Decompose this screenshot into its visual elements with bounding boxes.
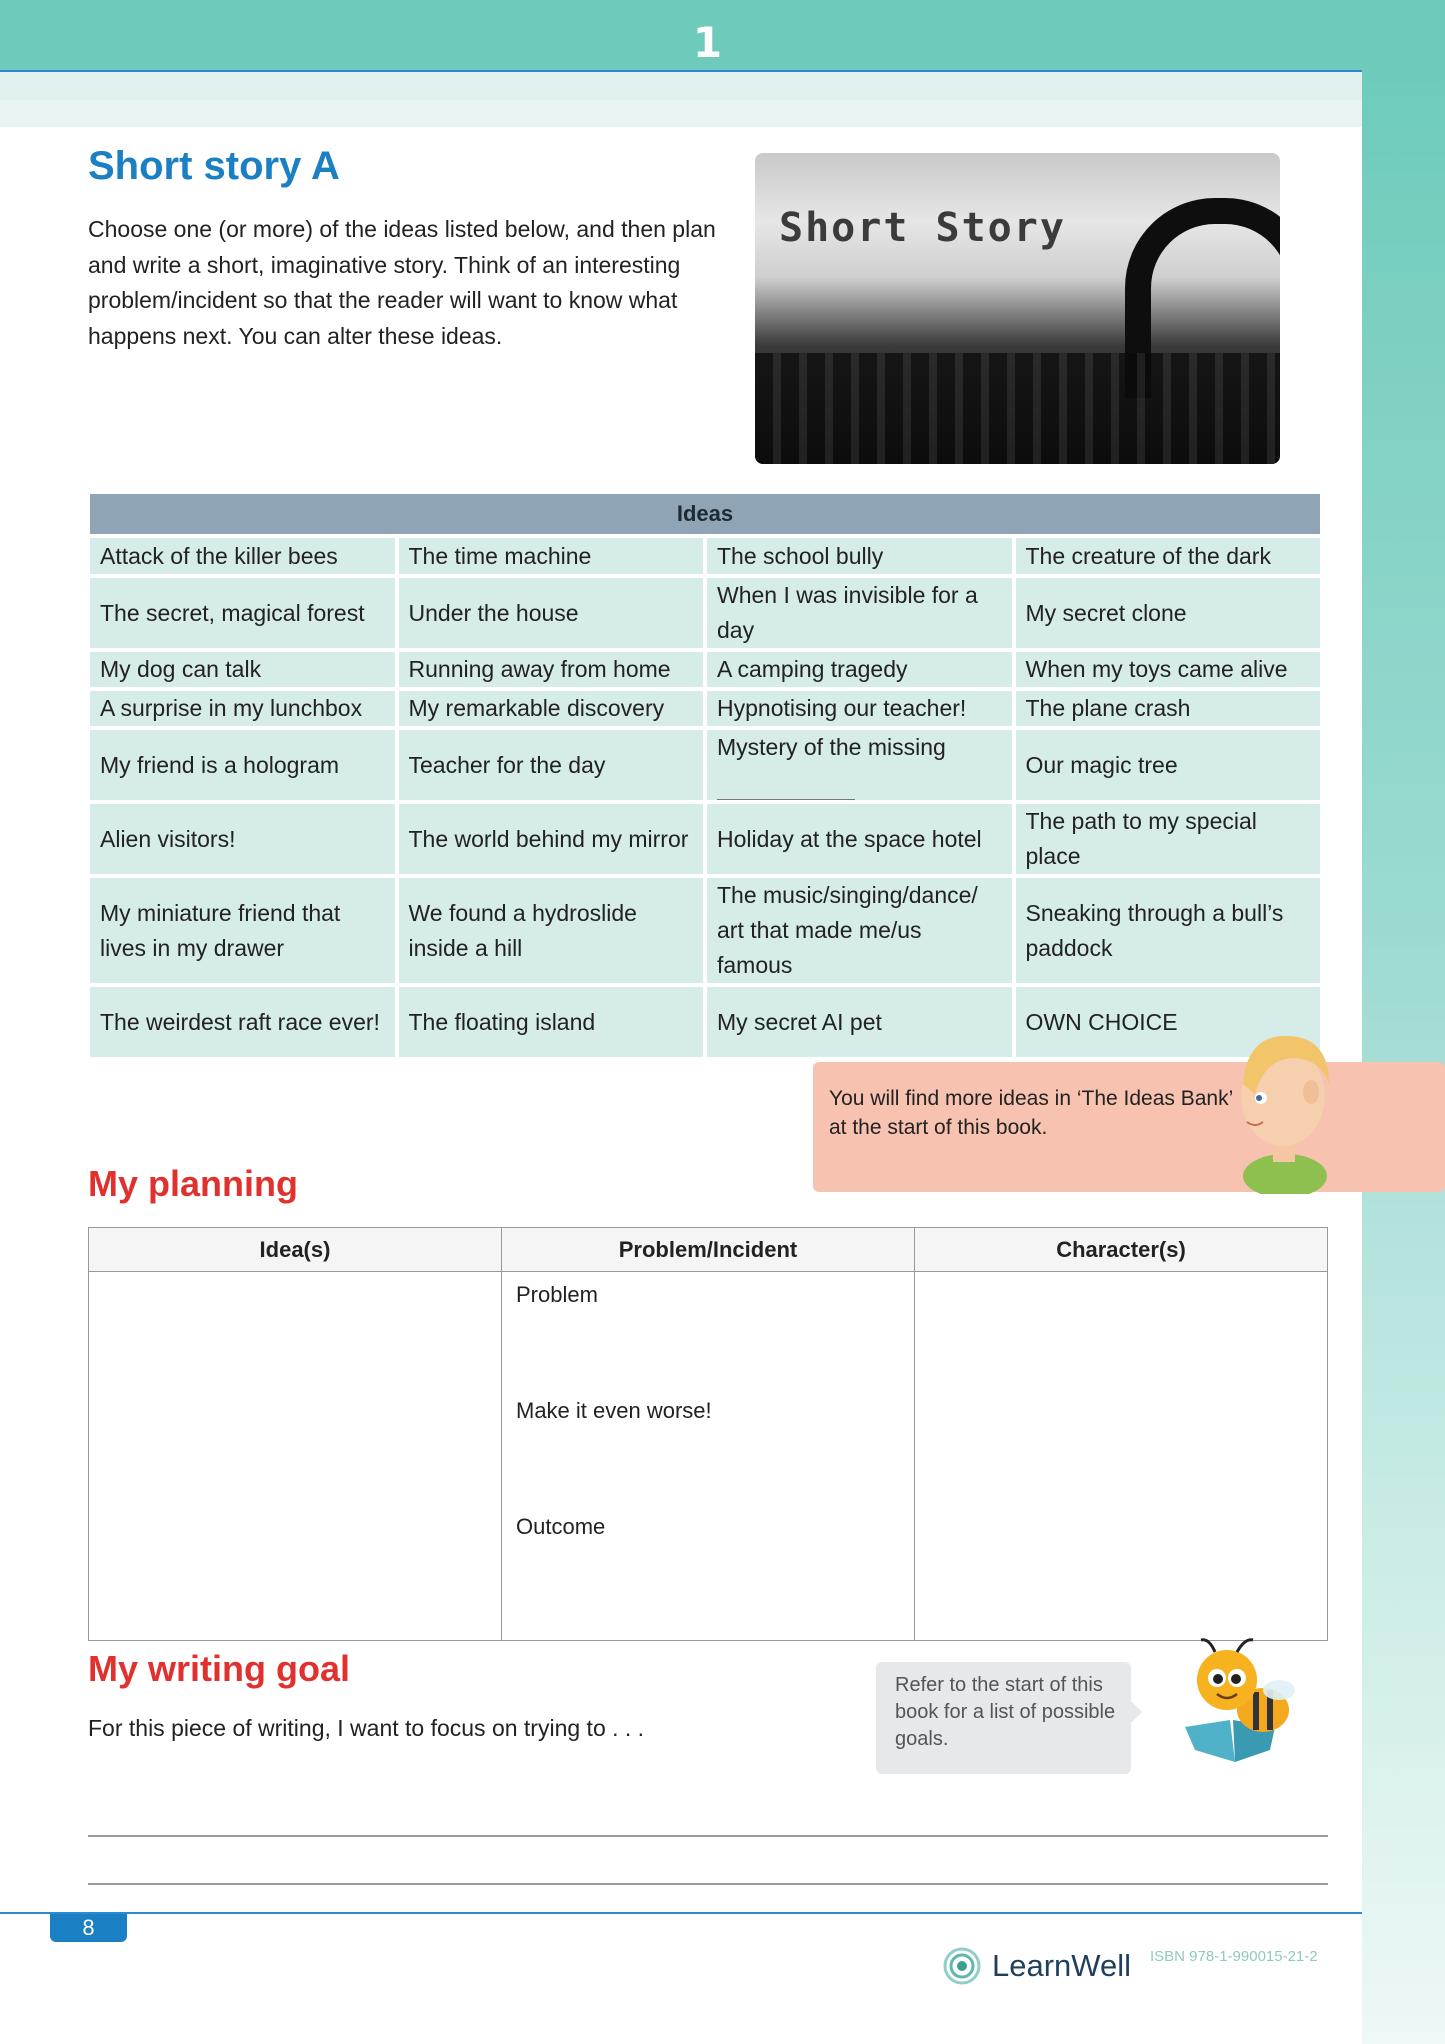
brand-logo <box>942 1944 1131 1988</box>
header-subband <box>0 72 1362 100</box>
idea-cell: When my toys came alive <box>1016 652 1321 687</box>
idea-cell: OWN CHOICE <box>1016 987 1321 1057</box>
bee-reading-icon <box>1175 1632 1305 1767</box>
idea-cell: Holiday at the space hotel <box>707 804 1012 874</box>
planning-table <box>88 1227 1328 1641</box>
column-header: Problem/Incident <box>502 1228 915 1272</box>
stage-label: Outcome <box>516 1514 606 1539</box>
goal-bubble-text: Refer to the start of this book for a list of possible goals. <box>895 1674 1116 1750</box>
goal-speech-bubble <box>876 1662 1131 1774</box>
idea-cell: Hypnotising our teacher! <box>707 691 1012 726</box>
page-title: Short story A <box>88 144 340 188</box>
header-subband-light <box>0 100 1362 127</box>
idea-cell: The weirdest raft race ever! <box>90 987 395 1057</box>
idea-cell: Teacher for the day <box>399 730 704 800</box>
typewriter-keys <box>755 353 1280 464</box>
goal-prompt: For this piece of writing, I want to focus on trying to . . . <box>88 1715 645 1741</box>
idea-cell: The school bully <box>707 538 1012 574</box>
right-margin-strip <box>1362 72 1445 2044</box>
idea-cell: The plane crash <box>1016 691 1321 726</box>
footer-rule <box>0 1912 1362 1914</box>
writing-line[interactable] <box>88 1883 1328 1885</box>
table-row <box>90 652 1320 687</box>
idea-cell: The path to my special place <box>1016 804 1321 874</box>
idea-cell-with-blank <box>707 730 1012 800</box>
column-header: Idea(s) <box>89 1228 502 1272</box>
ideas-bank-tip <box>813 1062 1445 1192</box>
idea-cell: Alien visitors! <box>90 804 395 874</box>
idea-cell: My dog can talk <box>90 652 395 687</box>
stage-label: Problem <box>516 1282 598 1307</box>
idea-cell: My remarkable discovery <box>399 691 704 726</box>
table-row <box>90 691 1320 726</box>
idea-cell: Under the house <box>399 578 704 648</box>
intro-text: Choose one (or more) of the ideas listed below, and then plan and write a short, imaginative story. Think of an interesting problem/incident so that the reader will want to know what happens next. You can alter these ideas. <box>88 216 716 349</box>
page-number: 8 <box>50 1914 127 1942</box>
fill-in-blank <box>717 799 855 800</box>
tip-text: You will find more ideas in ‘The Ideas Bank’ at the start of this book. <box>829 1087 1233 1139</box>
typewriter-photo <box>755 153 1280 464</box>
ideas-table-header: Ideas <box>90 494 1320 534</box>
table-row <box>90 878 1320 983</box>
column-header: Character(s) <box>915 1228 1328 1272</box>
table-row <box>90 804 1320 874</box>
idea-cell: Sneaking through a bull’s paddock <box>1016 878 1321 983</box>
table-row <box>90 987 1320 1057</box>
ideas-table <box>86 490 1324 1061</box>
typed-paper-text: Short Story <box>779 205 1066 251</box>
writing-line[interactable] <box>88 1835 1328 1837</box>
idea-cell: The world behind my mirror <box>399 804 704 874</box>
idea-cell: My miniature friend that lives in my drawer <box>90 878 395 983</box>
table-row <box>90 730 1320 800</box>
idea-text: Mystery of the missing <box>717 734 946 760</box>
idea-cell: The floating island <box>399 987 704 1057</box>
idea-cell: Running away from home <box>399 652 704 687</box>
idea-cell: When I was invisible for a day <box>707 578 1012 648</box>
speech-bubble-tail <box>1120 1690 1142 1734</box>
stage-label: Make it even worse! <box>516 1398 712 1423</box>
brand-name: LearnWell <box>992 1948 1132 1983</box>
idea-cell: We found a hydroslide inside a hill <box>399 878 704 983</box>
idea-cell: The creature of the dark <box>1016 538 1321 574</box>
ideas-entry-area[interactable] <box>89 1272 502 1641</box>
planning-title: My planning <box>88 1163 298 1204</box>
idea-cell: A surprise in my lunchbox <box>90 691 395 726</box>
idea-cell: My secret AI pet <box>707 987 1012 1057</box>
idea-cell: The music/singing/dance/ art that made me/us famous <box>707 878 1012 983</box>
idea-cell: The time machine <box>399 538 704 574</box>
idea-cell: My secret clone <box>1016 578 1321 648</box>
idea-cell: Attack of the killer bees <box>90 538 395 574</box>
table-row <box>90 538 1320 574</box>
writing-goal-title: My writing goal <box>88 1648 351 1689</box>
chapter-number: 1 <box>692 18 723 67</box>
idea-cell: My friend is a hologram <box>90 730 395 800</box>
learnwell-swirl-icon <box>942 1946 982 1986</box>
problem-entry-area[interactable] <box>502 1272 915 1641</box>
table-row <box>89 1272 1328 1641</box>
idea-cell: A camping tragedy <box>707 652 1012 687</box>
boy-character-icon <box>1225 1014 1345 1194</box>
table-row <box>90 578 1320 648</box>
idea-cell: Our magic tree <box>1016 730 1321 800</box>
isbn: ISBN 978-1-990015-21-2 <box>1150 1948 1318 1965</box>
idea-cell: The secret, magical forest <box>90 578 395 648</box>
characters-entry-area[interactable] <box>915 1272 1328 1641</box>
